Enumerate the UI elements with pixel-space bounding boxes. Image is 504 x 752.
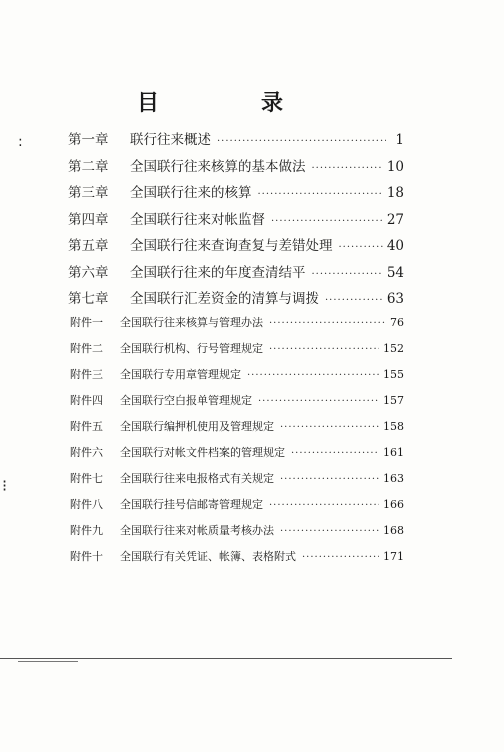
toc-chapter-7 bbox=[68, 287, 404, 314]
toc-appendix-9 bbox=[68, 522, 404, 548]
appendix-number: 附件三 bbox=[70, 367, 103, 381]
chapter-title: 联行往来概述 bbox=[130, 132, 211, 148]
scan-speck: : bbox=[18, 134, 23, 150]
appendix-page: 158 bbox=[383, 419, 404, 433]
appendix-title: 全国联行挂号信邮寄管理规定 bbox=[120, 497, 263, 511]
appendix-title: 全国联行往来核算与管理办法 bbox=[120, 315, 263, 329]
dot-leader bbox=[339, 242, 383, 253]
toc-chapter-4 bbox=[68, 208, 404, 235]
toc-appendix-2 bbox=[68, 340, 404, 366]
appendix-number: 附件七 bbox=[70, 471, 103, 485]
toc-chapter-5 bbox=[68, 234, 404, 261]
dot-leader bbox=[280, 422, 379, 433]
appendix-page: 163 bbox=[383, 471, 404, 485]
toc-appendix-8 bbox=[68, 496, 404, 522]
appendix-title: 全国联行往来电报格式有关规定 bbox=[120, 471, 274, 485]
chapter-title: 全国联行往来查询查复与差错处理 bbox=[130, 238, 333, 254]
appendix-number: 附件九 bbox=[70, 523, 103, 537]
chapter-page: 1 bbox=[395, 132, 404, 148]
appendix-page: 76 bbox=[390, 315, 404, 329]
dot-leader bbox=[269, 344, 379, 355]
chapter-page: 54 bbox=[386, 264, 404, 281]
chapter-page: 27 bbox=[386, 211, 404, 228]
page-rule bbox=[0, 658, 452, 659]
appendix-title: 全国联行对帐文件档案的管理规定 bbox=[120, 445, 285, 459]
appendix-number: 附件八 bbox=[70, 497, 103, 511]
appendix-title: 全国联行专用章管理规定 bbox=[120, 367, 241, 381]
toc-appendix-1 bbox=[68, 314, 404, 340]
appendix-page: 168 bbox=[383, 523, 404, 537]
appendix-number: 附件一 bbox=[70, 315, 103, 329]
appendix-page: 157 bbox=[383, 393, 404, 407]
dot-leader bbox=[325, 295, 383, 306]
appendix-title: 全国联行有关凭证、帐簿、表格附式 bbox=[120, 549, 296, 563]
toc-appendix-4 bbox=[68, 392, 404, 418]
dot-leader bbox=[312, 269, 383, 280]
scan-speck: ⁝ bbox=[2, 476, 8, 495]
dot-leader bbox=[247, 370, 379, 381]
toc-appendix-3 bbox=[68, 366, 404, 392]
dot-leader bbox=[258, 396, 379, 407]
appendix-title: 全国联行编押机使用及管理规定 bbox=[120, 419, 274, 433]
chapter-page: 10 bbox=[386, 158, 404, 175]
dot-leader bbox=[291, 448, 379, 459]
chapter-title: 全国联行汇差资金的清算与调拨 bbox=[130, 291, 319, 307]
chapter-title: 全国联行往来核算的基本做法 bbox=[130, 158, 306, 175]
chapter-page: 63 bbox=[386, 291, 404, 307]
page-rule-secondary bbox=[18, 661, 78, 662]
appendix-number: 附件十 bbox=[70, 549, 103, 563]
appendix-title: 全国联行机构、行号管理规定 bbox=[120, 341, 263, 355]
chapter-title: 全国联行往来的年度查清结平 bbox=[130, 264, 306, 281]
appendix-title: 全国联行空白报单管理规定 bbox=[120, 393, 252, 407]
toc-chapter-2 bbox=[68, 155, 404, 182]
dot-leader bbox=[280, 474, 379, 485]
appendix-page: 155 bbox=[383, 367, 404, 381]
dot-leader bbox=[269, 318, 386, 329]
appendix-number: 附件六 bbox=[70, 445, 103, 459]
toc-appendix-6 bbox=[68, 444, 404, 470]
chapter-title: 全国联行往来对帐监督 bbox=[130, 211, 265, 228]
dot-leader bbox=[258, 189, 383, 200]
toc-appendix-7 bbox=[68, 470, 404, 496]
toc-chapter-3 bbox=[68, 181, 404, 208]
appendix-number: 附件五 bbox=[70, 419, 103, 433]
chapter-title: 全国联行往来的核算 bbox=[130, 185, 252, 201]
chapter-page: 18 bbox=[386, 185, 404, 201]
dot-leader bbox=[302, 552, 379, 563]
chapter-page: 40 bbox=[386, 238, 404, 254]
dot-leader bbox=[312, 163, 383, 174]
toc-appendix-5 bbox=[68, 418, 404, 444]
chapter-number: 第六章 bbox=[68, 264, 109, 281]
appendix-page: 152 bbox=[383, 341, 404, 355]
chapter-number: 第三章 bbox=[68, 185, 109, 201]
chapter-number: 第七章 bbox=[68, 291, 109, 307]
toc-title: 目 录 bbox=[136, 91, 323, 116]
toc-chapter-1 bbox=[68, 128, 404, 155]
appendix-title: 全国联行往来对帐质量考核办法 bbox=[120, 523, 274, 537]
chapter-number: 第二章 bbox=[68, 158, 109, 175]
dot-leader bbox=[280, 526, 379, 537]
dot-leader bbox=[217, 136, 386, 147]
toc-chapter-6 bbox=[68, 261, 404, 288]
appendix-page: 161 bbox=[383, 445, 404, 459]
dot-leader bbox=[271, 216, 383, 227]
appendix-page: 171 bbox=[383, 549, 404, 563]
appendix-number: 附件四 bbox=[70, 393, 103, 407]
table-of-contents bbox=[68, 128, 404, 574]
appendix-page: 166 bbox=[383, 497, 404, 511]
appendix-number: 附件二 bbox=[70, 341, 103, 355]
chapter-number: 第一章 bbox=[68, 132, 109, 148]
toc-appendix-10 bbox=[68, 548, 404, 574]
chapter-number: 第四章 bbox=[68, 211, 109, 228]
chapter-number: 第五章 bbox=[68, 238, 109, 254]
dot-leader bbox=[269, 500, 379, 511]
